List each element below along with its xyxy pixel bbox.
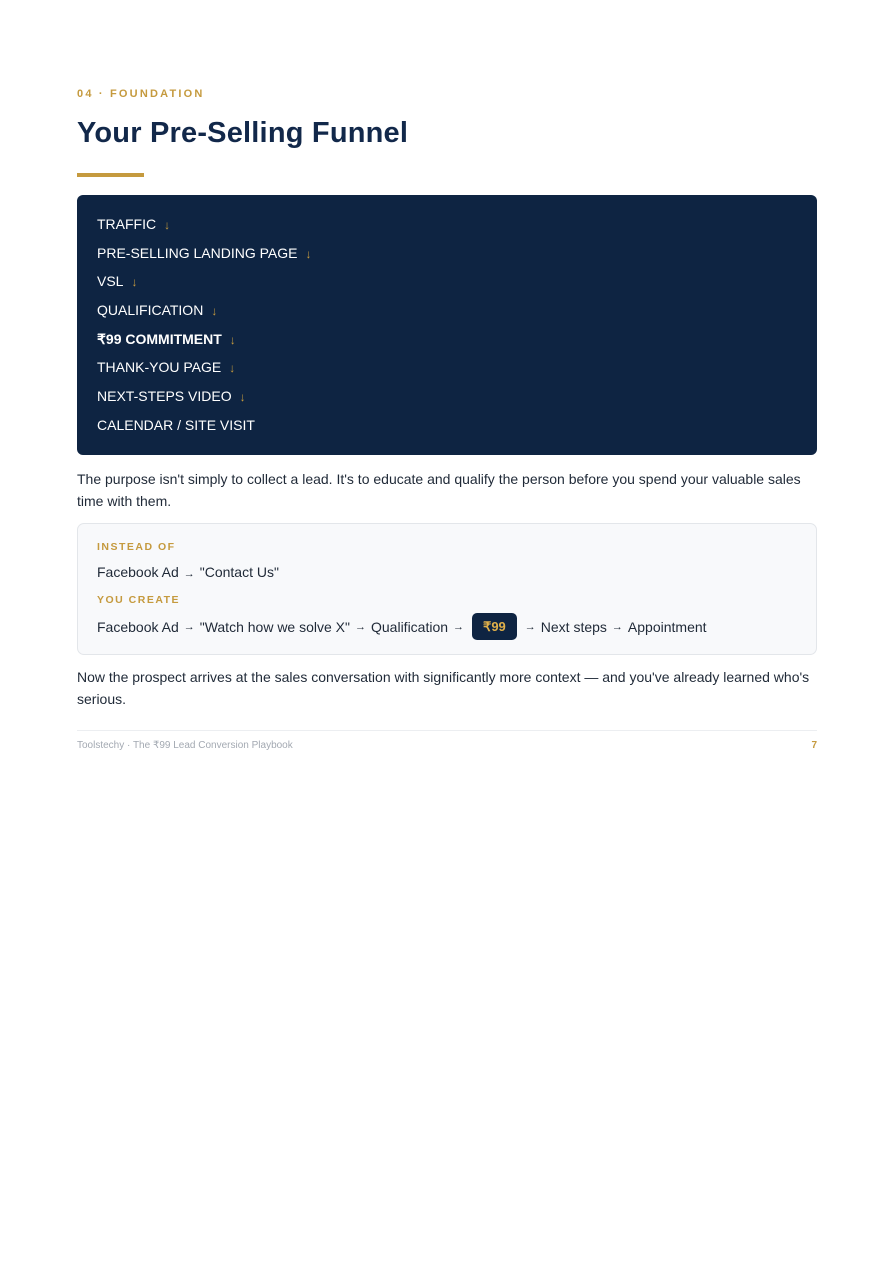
down-arrow-icon: ↓: [229, 332, 236, 347]
funnel-step-vsl: [97, 267, 817, 296]
title-underline: [77, 173, 144, 177]
funnel-step-commitment: [97, 325, 817, 354]
funnel-step-label: THANK-YOU PAGE: [97, 359, 222, 376]
right-arrow-icon: →: [355, 620, 366, 633]
funnel-step-qualification: [97, 296, 817, 325]
instead-of-label: INSTEAD OF: [97, 541, 176, 553]
flow-step: "Contact Us": [199, 564, 279, 580]
funnel-step-label: TRAFFIC: [97, 216, 157, 232]
funnel-step-thank-you-page: [97, 353, 817, 382]
section-eyebrow: 04 · FOUNDATION: [77, 88, 205, 100]
flow-step: Facebook Ad: [97, 618, 179, 635]
flow-step: Next steps: [540, 618, 607, 635]
funnel-step-landing-page: [97, 239, 817, 268]
down-arrow-icon: ↓: [239, 390, 246, 405]
instead-of-flow: [97, 564, 279, 580]
flow-step: Qualification: [371, 618, 449, 635]
flow-step: Appointment: [627, 618, 707, 635]
funnel-step-label: QUALIFICATION: [97, 302, 204, 319]
down-arrow-icon: ↓: [305, 246, 312, 261]
body-paragraph-purpose: The purpose isn't simply to collect a lead. It's to educate and qualify the person before you spend your valuable sales time with them.: [77, 471, 801, 509]
you-create-label: YOU CREATE: [97, 594, 181, 606]
comparison-callout: [77, 523, 817, 655]
down-arrow-icon: ↓: [229, 361, 236, 376]
down-arrow-icon: ↓: [164, 218, 171, 232]
funnel-step-label: NEXT-STEPS VIDEO: [97, 388, 232, 405]
page-title: Your Pre-Selling Funnel: [77, 117, 409, 149]
funnel-step-next-steps-video: [97, 382, 817, 411]
right-arrow-icon: →: [611, 620, 623, 633]
body-paragraph-outcome: Now the prospect arrives at the sales conversation with significantly more context — and you've already learned who's serious.: [77, 669, 810, 707]
funnel-step-label: VSL: [97, 273, 124, 290]
funnel-step-calendar: [97, 411, 817, 440]
flow-step: "Watch how we solve X": [199, 618, 350, 635]
funnel-step-label: PRE-SELLING LANDING PAGE: [97, 244, 298, 261]
down-arrow-icon: ↓: [131, 275, 138, 290]
footer-divider: [77, 730, 817, 731]
right-arrow-icon: →: [183, 620, 195, 633]
right-arrow-icon: →: [524, 620, 536, 633]
funnel-step-traffic: [97, 210, 817, 239]
funnel-step-label: ₹99 COMMITMENT: [97, 330, 222, 347]
footer-book-title: Toolstechy · The ₹99 Lead Conversion Playbook: [77, 740, 293, 751]
price-badge: ₹99: [472, 613, 517, 640]
you-create-flow: [97, 613, 707, 640]
down-arrow-icon: ↓: [211, 304, 218, 319]
page-number: 7: [811, 740, 817, 751]
right-arrow-icon: →: [453, 620, 465, 633]
funnel-step-label: CALENDAR / SITE VISIT: [97, 416, 255, 433]
right-arrow-icon: →: [183, 568, 195, 580]
funnel-steps-panel: [77, 195, 817, 455]
flow-step: Facebook Ad: [97, 564, 179, 580]
